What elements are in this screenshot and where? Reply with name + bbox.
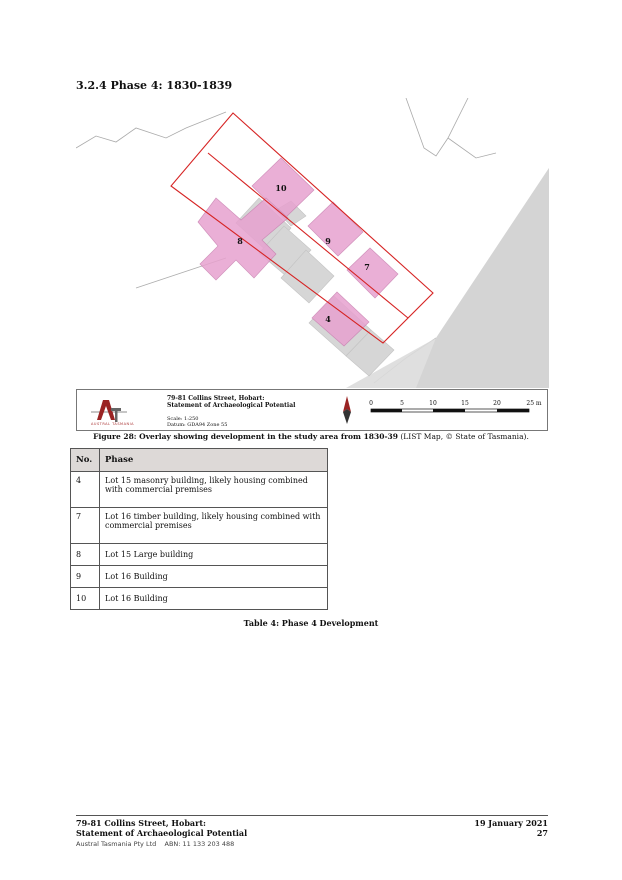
lot-label-4: 4 (325, 314, 331, 324)
site-map-svg (76, 98, 549, 388)
header-phase: Phase (100, 449, 328, 472)
svg-text:15: 15 (461, 400, 469, 407)
phase-table (70, 448, 328, 610)
footer-title: 79-81 Collins Street, Hobart: Statement of Archaeological Potential (76, 818, 248, 838)
legend-title: 79-81 Collins Street, Hobart: Statement of Archaeological Potential (167, 395, 296, 409)
table-caption: Table 4: Phase 4 Development (243, 618, 379, 628)
svg-text:25 m: 25 m (526, 400, 542, 407)
logo-text: AUSTRAL TASMANIA (91, 422, 135, 426)
page-number: 27 (536, 828, 548, 838)
section-heading: 3.2.4 Phase 4: 1830-1839 (76, 79, 233, 92)
table-row: 8 Lot 15 Large building (71, 544, 328, 566)
lot-7-shape (347, 248, 398, 298)
footer-date: 19 January 2021 (474, 818, 548, 828)
north-arrow-icon (341, 394, 353, 426)
svg-text:5: 5 (400, 400, 404, 407)
legend-scale-datum: Scale: 1:250 Datum: GDA94 Zone 55 (167, 416, 228, 428)
svg-text:10: 10 (429, 400, 437, 407)
table-row: 7 Lot 16 timber building, likely housing combined with commercial premises (71, 508, 328, 544)
scale-bar (369, 396, 549, 426)
lot-label-7: 7 (364, 262, 370, 272)
table-header-row (71, 449, 328, 472)
header-no: No. (71, 449, 100, 472)
lot-label-10: 10 (275, 183, 287, 193)
site-map (76, 98, 549, 388)
figure-caption: Figure 28: Overlay showing development in the study area from 1830-39 (LIST Map, © State of Tasmania). (93, 432, 529, 441)
svg-text:20: 20 (493, 400, 501, 407)
svg-text:0: 0 (369, 400, 373, 407)
table-row: 4 Lot 15 masonry building, likely housing combined with commercial premises (71, 472, 328, 508)
footer-divider (76, 815, 548, 816)
lot-label-9: 9 (325, 236, 331, 246)
table-row: 10 Lot 16 Building (71, 588, 328, 610)
footer-date-page (474, 818, 548, 838)
lot-9-shape (308, 202, 363, 256)
footer-company: Austral Tasmania Pty Ltd ABN: 11 133 203 488 (76, 840, 235, 848)
map-legend (76, 389, 548, 431)
table-row: 9 Lot 16 Building (71, 566, 328, 588)
lot-label-8: 8 (237, 236, 243, 246)
